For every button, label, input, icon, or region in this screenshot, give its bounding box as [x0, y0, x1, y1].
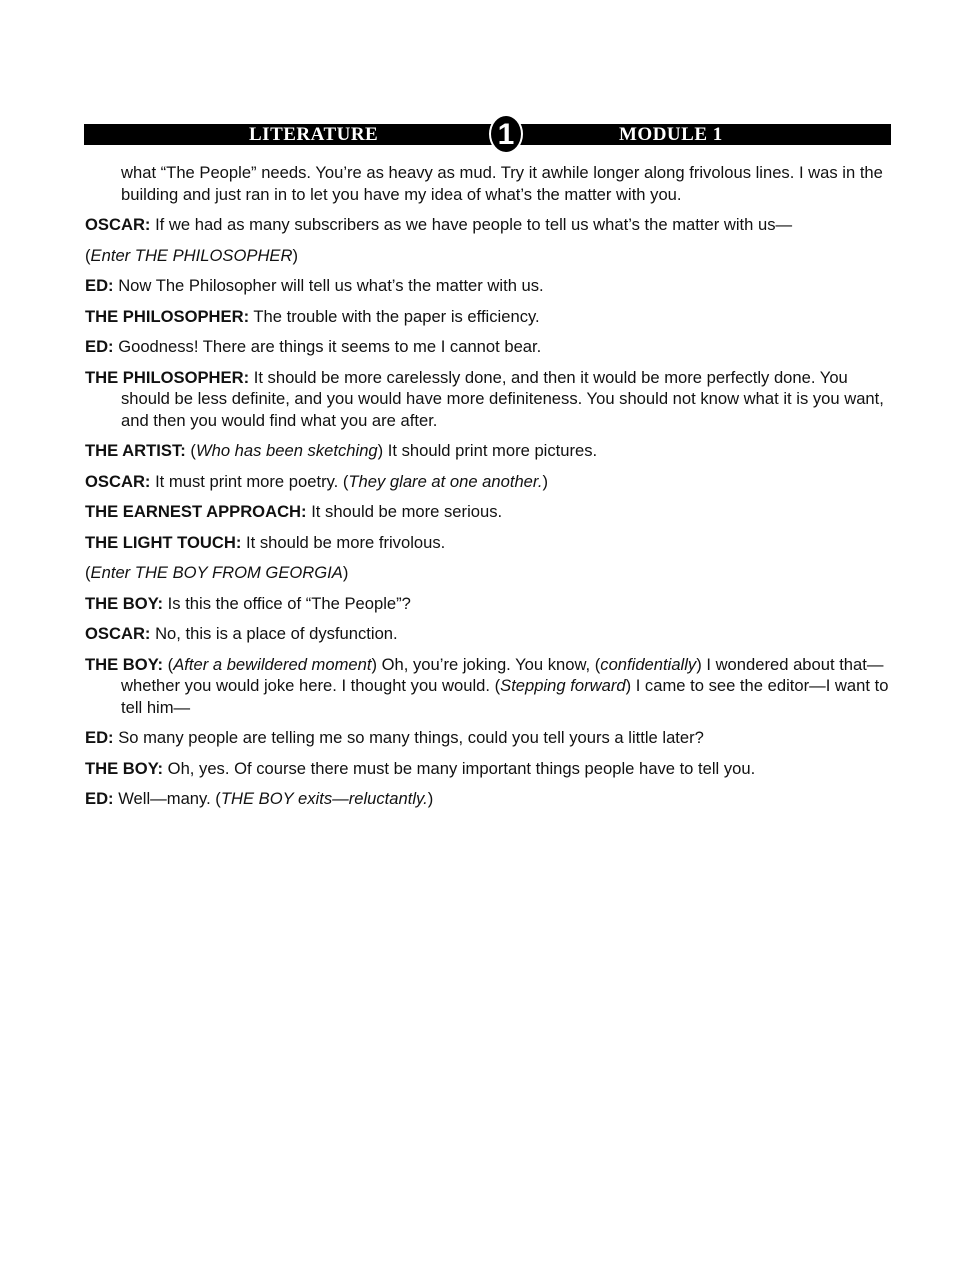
- dialogue-text: Well—many. (: [113, 789, 221, 808]
- inline-direction: Who has been sketching: [195, 441, 378, 460]
- speaker-name: THE BOY:: [85, 593, 164, 613]
- dialogue-text: Goodness! There are things it seems to me I cannot bear.: [113, 337, 542, 356]
- speaker-name: THE EARNEST APPROACH:: [85, 502, 307, 521]
- dialogue-text: ): [427, 789, 434, 808]
- speaker-name: ED:: [85, 337, 114, 356]
- dialogue-text: Oh, yes. Of course there must be many important things people have to tell you.: [163, 758, 756, 778]
- speaker-name: ED:: [85, 728, 114, 747]
- stage-direction: [85, 245, 895, 267]
- script-line: [85, 727, 895, 749]
- script-line: [85, 593, 895, 615]
- dialogue-text: So many people are telling me so many things, could you tell yours a little later?: [113, 728, 704, 747]
- script-line: [85, 275, 895, 297]
- paren-close: ): [342, 563, 349, 582]
- speaker-name: ED:: [85, 789, 114, 808]
- dialogue-text: If we had as many subscribers as we have people to tell us what’s the matter with us—: [150, 215, 793, 234]
- speaker-name: THE PHILOSOPHER:: [85, 306, 250, 326]
- direction-text: Enter THE PHILOSOPHER: [90, 245, 293, 265]
- speaker-name: THE PHILOSOPHER:: [85, 367, 250, 387]
- script-line: [85, 367, 895, 432]
- page-header: [84, 124, 891, 145]
- script-line: [85, 501, 895, 523]
- dialogue-text: (: [163, 654, 174, 674]
- inline-direction: confidentially: [600, 654, 697, 674]
- dialogue-text: It should be more serious.: [306, 502, 503, 521]
- script-line: [85, 214, 895, 236]
- inline-direction: THE BOY exits—reluctantly.: [220, 789, 428, 808]
- header-section-label: LITERATURE: [249, 124, 379, 145]
- dialogue-text: Now The Philosopher will tell us what’s the matter with us.: [113, 276, 544, 295]
- header-number-badge: 1: [489, 114, 523, 154]
- script-line: [85, 440, 895, 462]
- header-module-label: MODULE 1: [619, 124, 723, 145]
- speaker-name: THE BOY:: [85, 654, 164, 674]
- dialogue-text: It should be more frivolous.: [241, 532, 446, 552]
- script-line: [85, 336, 895, 358]
- speaker-name: OSCAR:: [85, 215, 151, 234]
- paren-open: (: [85, 563, 91, 582]
- dialogue-text: ) It should print more pictures.: [377, 441, 598, 460]
- inline-direction: After a bewildered moment: [173, 654, 372, 674]
- stage-direction: [85, 562, 895, 584]
- script-line: [85, 306, 895, 328]
- script-continuation: [85, 162, 895, 205]
- speaker-name: OSCAR:: [85, 624, 151, 643]
- dialogue-text: It should be more carelessly done, and then it would be more perfectly done. You should be less definite, and you would have more definiteness. You should not know what it is you want, and then you would find what you are after.: [121, 367, 884, 430]
- dialogue-text: The trouble with the paper is efficiency.: [249, 306, 540, 326]
- dialogue-text: Is this the office of “The People”?: [163, 593, 411, 613]
- script-body: [85, 162, 895, 819]
- script-line: [85, 758, 895, 780]
- script-line: [85, 532, 895, 554]
- paren-close: ): [292, 245, 299, 265]
- dialogue-text: ) Oh, you’re joking. You know, (: [371, 654, 601, 674]
- dialogue-text: It must print more poetry. (: [150, 471, 349, 491]
- script-line: [85, 471, 895, 493]
- script-line: [85, 623, 895, 645]
- dialogue-text: ) I wondered about that—whether you would joke here. I thought you would. (: [121, 654, 884, 695]
- script-line: [85, 654, 895, 719]
- dialogue-text: (: [185, 441, 196, 460]
- continuation-text: what “The People” needs. You’re as heavy as mud. Try it awhile longer along frivolous lines. I was in the building and just ran in to let you have my idea of what’s the matter with you.: [121, 163, 883, 204]
- direction-text: Enter THE BOY FROM GEORGIA: [90, 563, 343, 582]
- speaker-name: OSCAR:: [85, 471, 151, 491]
- dialogue-text: ): [542, 471, 548, 491]
- dialogue-text: No, this is a place of dysfunction.: [150, 624, 398, 643]
- script-line: [85, 788, 895, 810]
- paren-open: (: [85, 245, 91, 265]
- inline-direction: They glare at one another.: [348, 471, 543, 491]
- speaker-name: THE BOY:: [85, 758, 164, 778]
- speaker-name: THE LIGHT TOUCH:: [85, 532, 242, 552]
- speaker-name: THE ARTIST:: [85, 441, 186, 460]
- speaker-name: ED:: [85, 276, 114, 295]
- dialogue-text: ) I came to see the editor—I want to tell him—: [121, 676, 889, 717]
- inline-direction: Stepping forward: [500, 676, 626, 695]
